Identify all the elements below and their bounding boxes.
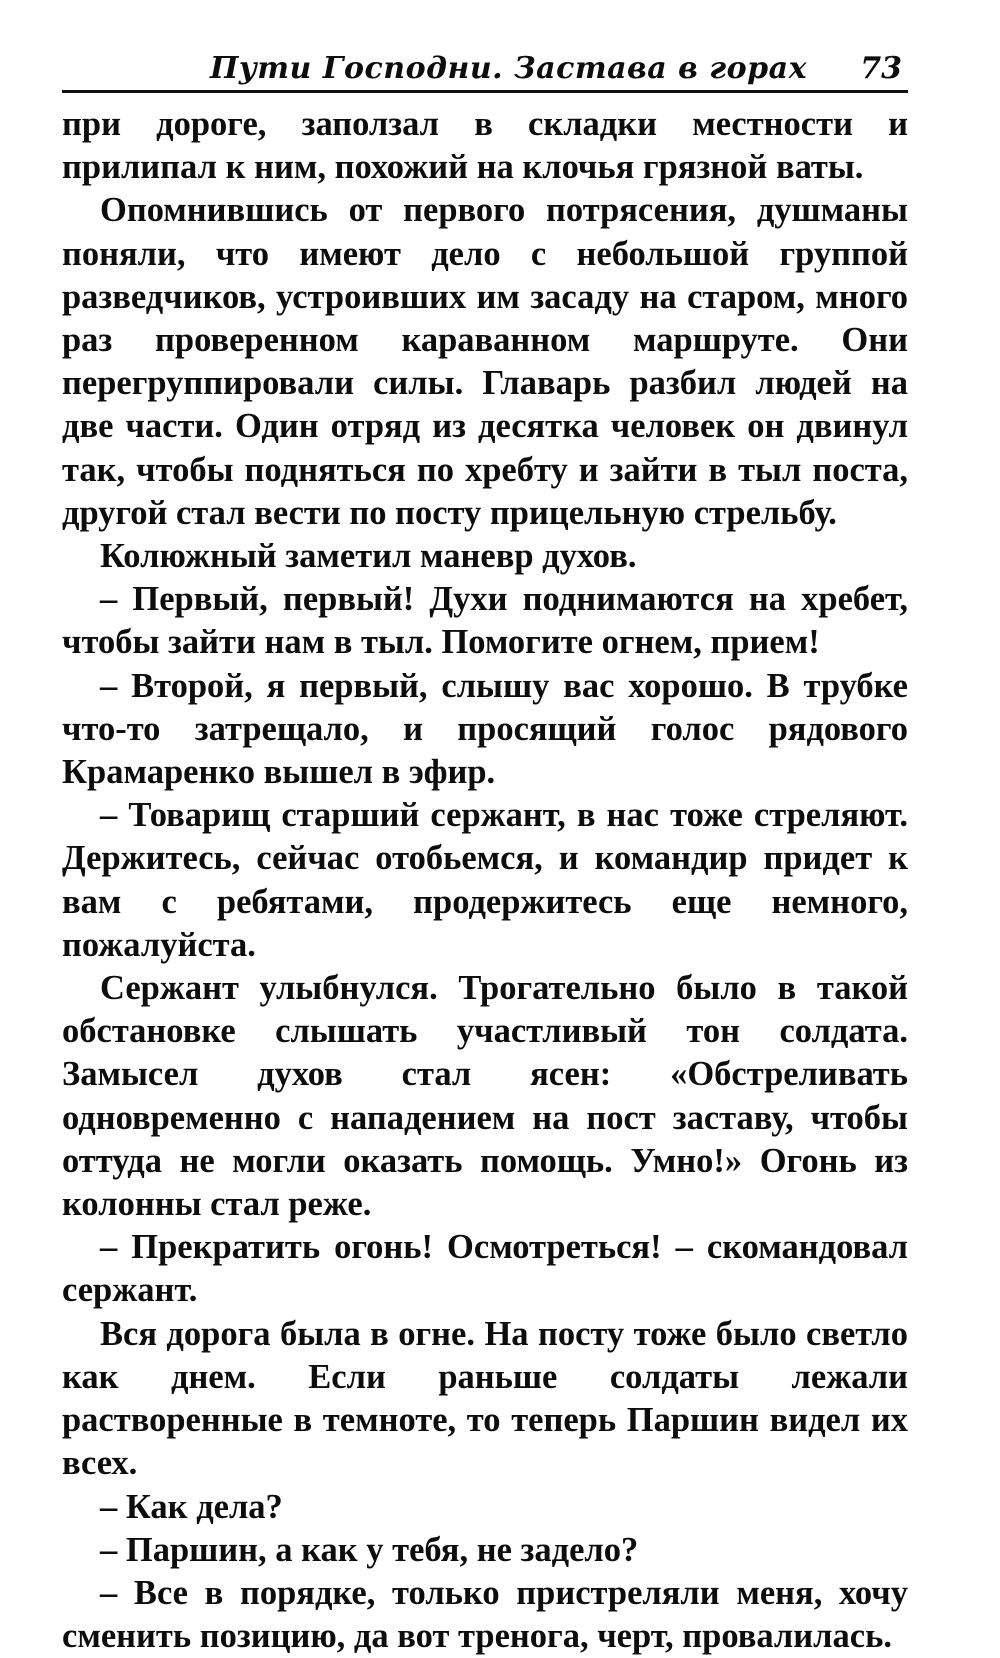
paragraph: Вся дорога была в огне. На посту тоже было светло как днем. Если раньше солдаты лежали растворенные в темноте, то теперь Паршин видел их всех. (62, 1314, 908, 1483)
paragraph: при дороге, заползал в складки местности и прилипал к ним, похожий на клочья грязной ваты. (62, 105, 908, 187)
running-title: Пути Господни. Застава в горах (210, 51, 807, 86)
page-header (62, 38, 908, 93)
page-body (62, 103, 908, 1658)
paragraph: – Второй, я первый, слышу вас хорошо. В трубке что-то затрещало, и просящий голос рядового Крамаренко вышел в эфир. (62, 666, 908, 792)
paragraph: Опомнившись от первого потрясения, душманы поняли, что имеют дело с небольшой группой разведчиков, устроивших им засаду на старом, много раз проверенном караванном маршруте. Они перегруппировали силы. Главарь разбил людей на две части. Один отряд из десятка человек он двинул так, чтобы подняться по хребту и зайти в тыл поста, другой стал вести по посту прицельную стрельбу. (62, 191, 908, 532)
paragraph: – Товарищ старший сержант, в нас тоже стреляют. Держитесь, сейчас отобьемся, и командир придет к вам с ребятами, продержитесь еще немного, пожалуйста. (62, 796, 908, 964)
paragraph: Колюжный заметил маневр духов. (100, 537, 637, 576)
paragraph: – Как дела? (100, 1487, 283, 1526)
paragraph: Сержант улыбнулся. Трогательно было в такой обстановке слышать участливый тон солдата. Замысел духов стал ясен: «Обстреливать одновременно с нападением на пост заставу, чтобы оттуда не могли оказать помощь. Умно!» Огонь из колонны стал реже. (62, 969, 908, 1224)
book-page (62, 38, 908, 1658)
paragraph: – Первый, первый! Духи поднимаются на хребет, чтобы зайти нам в тыл. Помогите огнем, прием! (62, 580, 908, 662)
page-number: 73 (860, 51, 902, 86)
paragraph: – Прекратить огонь! Осмотреться! – скомандовал сержант. (62, 1228, 908, 1310)
paragraph: – Паршин, а как у тебя, не задело? (100, 1530, 639, 1569)
paragraph: – Все в порядке, только пристреляли меня, хочу сменить позицию, да вот тренога, черт, провалилась. (62, 1573, 908, 1656)
